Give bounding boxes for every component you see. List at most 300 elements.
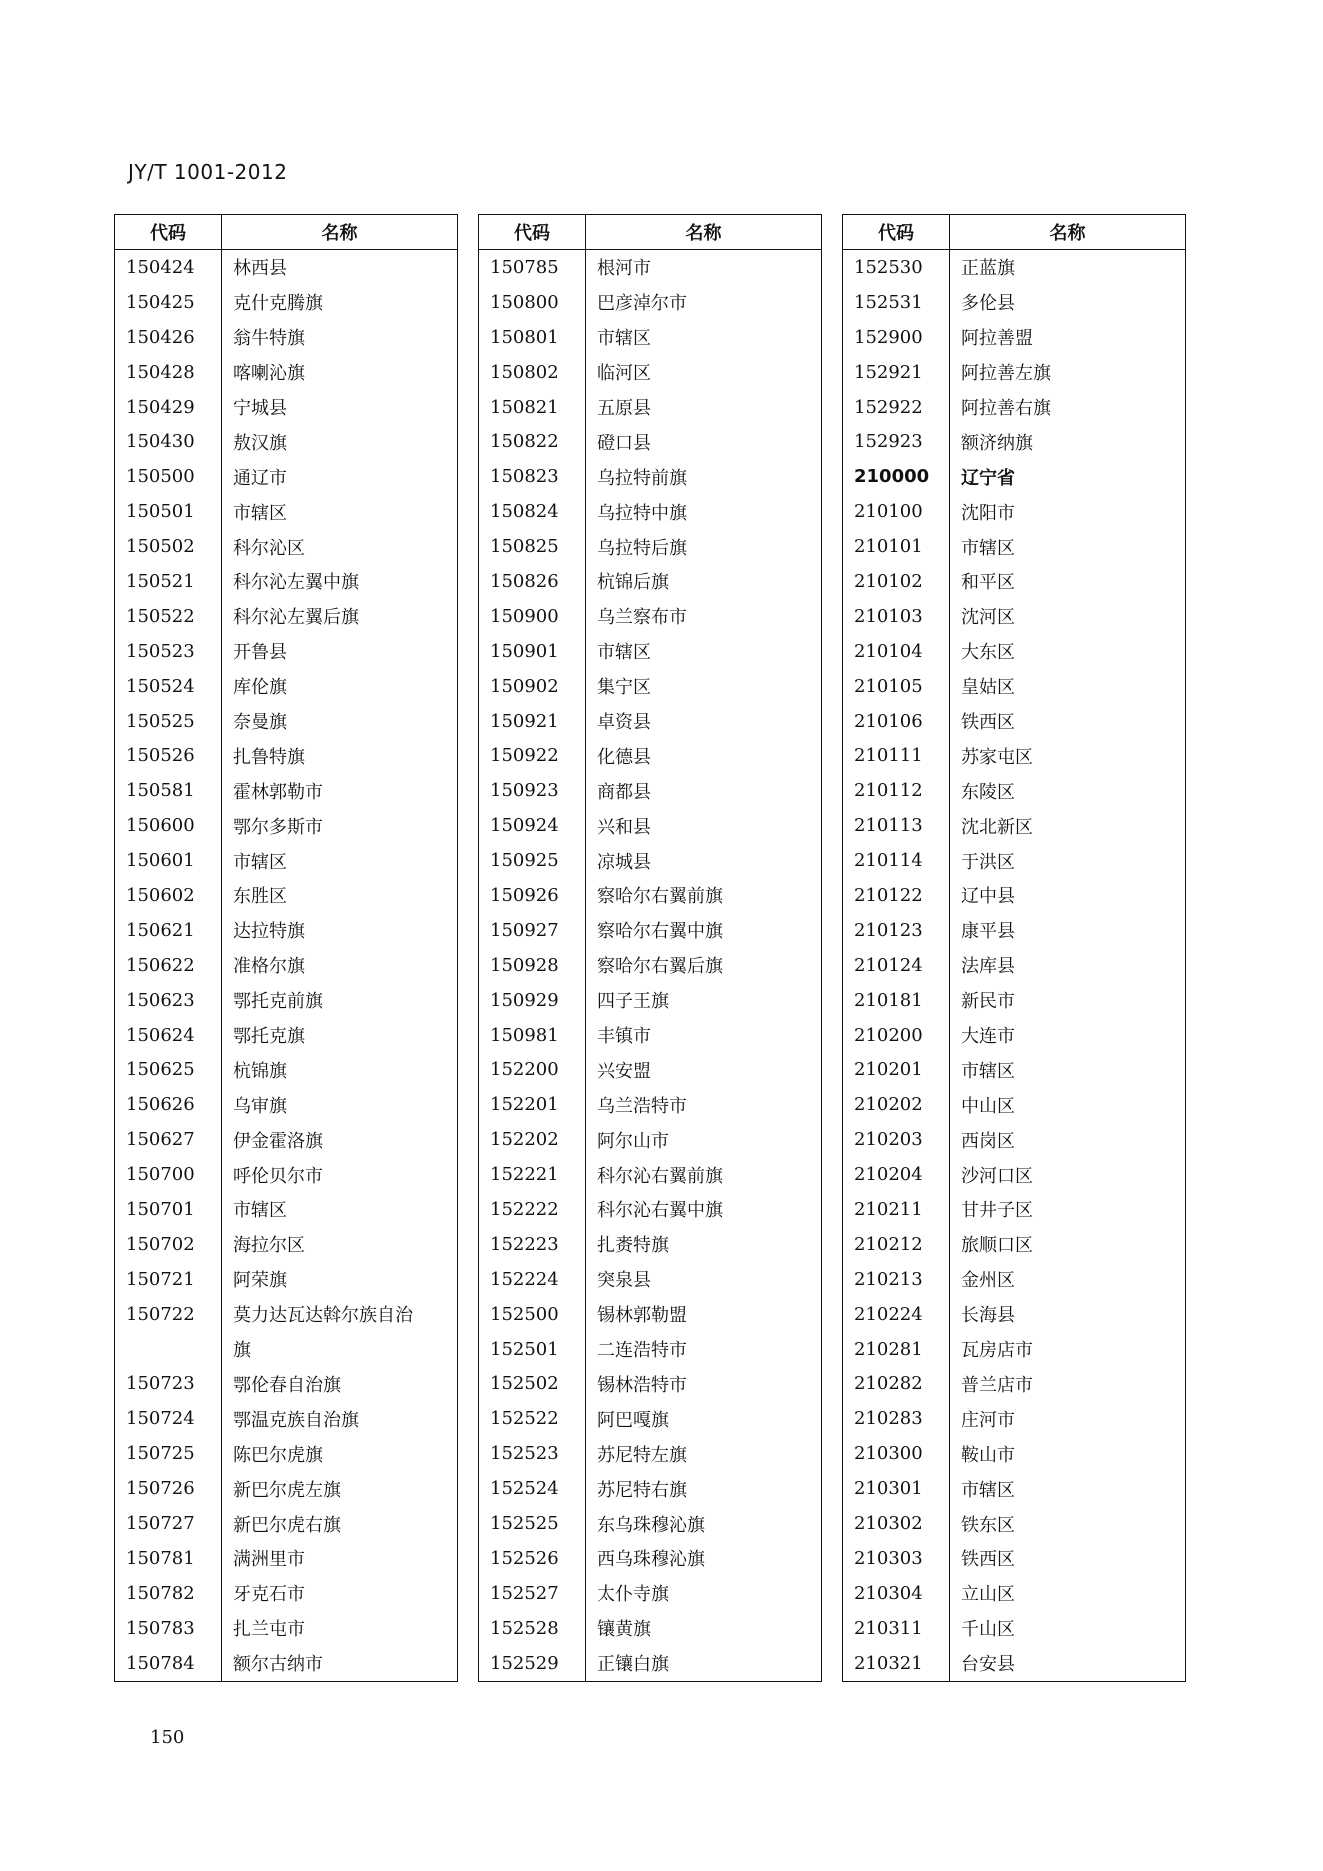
table-header-row: [479, 215, 822, 250]
name-cell: 额尔古纳市: [222, 1646, 458, 1681]
table-row: [479, 564, 822, 599]
code-cell: 150925: [479, 843, 586, 878]
name-cell: 阿巴嘎旗: [586, 1401, 822, 1436]
column-header-code: 代码: [479, 215, 586, 250]
name-cell: 满洲里市: [222, 1541, 458, 1576]
name-cell: 陈巴尔虎旗: [222, 1436, 458, 1471]
table-row: [479, 599, 822, 634]
name-cell: 金州区: [950, 1262, 1186, 1297]
code-cell: 152201: [479, 1087, 586, 1122]
table-row: [843, 1297, 1186, 1332]
code-cell: 150722: [115, 1297, 222, 1332]
code-cell: 152222: [479, 1192, 586, 1227]
code-cell: 152923: [843, 424, 950, 459]
code-cell: 210304: [843, 1576, 950, 1611]
name-cell: 镶黄旗: [586, 1611, 822, 1646]
table-row: [479, 1157, 822, 1192]
table-row: [479, 1297, 822, 1332]
code-cell: 150526: [115, 738, 222, 773]
table-row: [115, 913, 458, 948]
code-cell: 210224: [843, 1297, 950, 1332]
table-row: [115, 1262, 458, 1297]
table-row: [479, 808, 822, 843]
name-cell: 正蓝旗: [950, 250, 1186, 285]
name-cell: 乌兰察布市: [586, 599, 822, 634]
code-cell: 150581: [115, 773, 222, 808]
table-row: [479, 669, 822, 704]
table-row: [479, 424, 822, 459]
name-cell: 鄂温克族自治旗: [222, 1401, 458, 1436]
table-row: [843, 948, 1186, 983]
table-row: [115, 1471, 458, 1506]
name-cell: 和平区: [950, 564, 1186, 599]
table-row: [479, 459, 822, 494]
table-row: [479, 843, 822, 878]
table-row: [843, 669, 1186, 704]
document-header: JY/T 1001-2012: [128, 160, 288, 184]
table-row: [115, 285, 458, 320]
name-cell: 达拉特旗: [222, 913, 458, 948]
name-cell: 铁东区: [950, 1506, 1186, 1541]
table-row: [843, 1401, 1186, 1436]
table-row: [115, 1646, 458, 1681]
code-cell: 150721: [115, 1262, 222, 1297]
table-row: [479, 983, 822, 1018]
code-cell: 210203: [843, 1122, 950, 1157]
table-row: [479, 1367, 822, 1402]
code-cell: 152922: [843, 390, 950, 425]
table-row: [115, 564, 458, 599]
code-cell: 150502: [115, 529, 222, 564]
code-cell: 150928: [479, 948, 586, 983]
table-body: [115, 250, 458, 1682]
code-cell: 152500: [479, 1297, 586, 1332]
code-cell: 210303: [843, 1541, 950, 1576]
table-row: [115, 355, 458, 390]
table-row: [843, 1157, 1186, 1192]
column-header-code: 代码: [115, 215, 222, 250]
table-row: [843, 285, 1186, 320]
table-row: [843, 494, 1186, 529]
table-row: [115, 494, 458, 529]
table-row: [115, 1541, 458, 1576]
table-row: [843, 913, 1186, 948]
name-cell: 市辖区: [586, 634, 822, 669]
code-cell: 210105: [843, 669, 950, 704]
code-cell: 152524: [479, 1471, 586, 1506]
name-cell: 苏尼特左旗: [586, 1436, 822, 1471]
table-row: [479, 1227, 822, 1262]
name-cell: 集宁区: [586, 669, 822, 704]
code-cell: 150521: [115, 564, 222, 599]
code-cell: 150822: [479, 424, 586, 459]
table-row: [479, 355, 822, 390]
code-cell: 150802: [479, 355, 586, 390]
table-row: [115, 1087, 458, 1122]
table-row: [115, 424, 458, 459]
code-cell: 150929: [479, 983, 586, 1018]
table-row: [843, 1227, 1186, 1262]
name-cell: 西岗区: [950, 1122, 1186, 1157]
table-row: [843, 773, 1186, 808]
code-table-2: [478, 214, 822, 1682]
table-row: [115, 1018, 458, 1053]
table-row: [115, 738, 458, 773]
name-cell: 市辖区: [950, 529, 1186, 564]
table-row: [843, 459, 1186, 494]
code-cell: 150625: [115, 1052, 222, 1087]
code-cell: 150727: [115, 1506, 222, 1541]
table-row: [843, 1087, 1186, 1122]
name-cell: 科尔沁右翼中旗: [586, 1192, 822, 1227]
table-header-row: [843, 215, 1186, 250]
code-cell: 152525: [479, 1506, 586, 1541]
column-header-code: 代码: [843, 215, 950, 250]
name-cell: 乌拉特后旗: [586, 529, 822, 564]
name-cell: 鄂托克前旗: [222, 983, 458, 1018]
code-cell: 150902: [479, 669, 586, 704]
name-cell: 克什克腾旗: [222, 285, 458, 320]
column-header-name: 名称: [950, 215, 1186, 250]
name-cell: 法库县: [950, 948, 1186, 983]
name-cell: 旅顺口区: [950, 1227, 1186, 1262]
code-cell: 150524: [115, 669, 222, 704]
table-row: [843, 564, 1186, 599]
table-row: [479, 1332, 822, 1367]
name-cell: 东陵区: [950, 773, 1186, 808]
code-cell: 152501: [479, 1332, 586, 1367]
table-row: [115, 1367, 458, 1402]
table-row: [115, 773, 458, 808]
table-row: [479, 878, 822, 913]
code-cell: 150821: [479, 390, 586, 425]
code-cell: 210200: [843, 1018, 950, 1053]
table-row: [843, 1576, 1186, 1611]
table-row: [843, 250, 1186, 285]
name-cell: 牙克石市: [222, 1576, 458, 1611]
code-cell: 152522: [479, 1401, 586, 1436]
table-row: [479, 390, 822, 425]
table-header-row: [115, 215, 458, 250]
code-cell: 210111: [843, 738, 950, 773]
code-cell: 210282: [843, 1367, 950, 1402]
name-cell: 市辖区: [222, 494, 458, 529]
name-cell: 科尔沁左翼中旗: [222, 564, 458, 599]
name-cell: 锡林郭勒盟: [586, 1297, 822, 1332]
table-row: [479, 1541, 822, 1576]
table-row: [479, 773, 822, 808]
name-cell: 新民市: [950, 983, 1186, 1018]
table-row: [479, 320, 822, 355]
name-cell: 中山区: [950, 1087, 1186, 1122]
table-row: [843, 1018, 1186, 1053]
name-cell: 苏家屯区: [950, 738, 1186, 773]
name-cell: 准格尔旗: [222, 948, 458, 983]
name-cell: 辽中县: [950, 878, 1186, 913]
table-row: [115, 529, 458, 564]
name-cell: 根河市: [586, 250, 822, 285]
name-cell: 二连浩特市: [586, 1332, 822, 1367]
table-row: [115, 1332, 458, 1367]
code-cell: 210213: [843, 1262, 950, 1297]
code-cell: 150723: [115, 1367, 222, 1402]
table-row: [115, 390, 458, 425]
table-row: [843, 738, 1186, 773]
code-cell: 152921: [843, 355, 950, 390]
code-cell: 150725: [115, 1436, 222, 1471]
table-row: [843, 424, 1186, 459]
table-row: [479, 1646, 822, 1681]
table-row: [479, 1087, 822, 1122]
table-row: [115, 634, 458, 669]
name-cell: 伊金霍洛旗: [222, 1122, 458, 1157]
name-cell: 科尔沁左翼后旗: [222, 599, 458, 634]
code-cell: 150724: [115, 1401, 222, 1436]
code-cell: 152900: [843, 320, 950, 355]
code-cell: 150823: [479, 459, 586, 494]
code-cell: 210103: [843, 599, 950, 634]
name-cell: 庄河市: [950, 1401, 1186, 1436]
name-cell: 丰镇市: [586, 1018, 822, 1053]
table-row: [843, 1506, 1186, 1541]
table-row: [115, 1122, 458, 1157]
table-row: [115, 1611, 458, 1646]
table-row: [479, 494, 822, 529]
name-cell: 大东区: [950, 634, 1186, 669]
name-cell: 商都县: [586, 773, 822, 808]
name-cell: 扎鲁特旗: [222, 738, 458, 773]
name-cell: 敖汉旗: [222, 424, 458, 459]
code-cell: 152202: [479, 1122, 586, 1157]
table-row: [843, 878, 1186, 913]
code-cell: 152527: [479, 1576, 586, 1611]
code-cell: 150626: [115, 1087, 222, 1122]
code-cell: 150922: [479, 738, 586, 773]
table-row: [843, 704, 1186, 739]
table-row: [115, 704, 458, 739]
code-cell: 150924: [479, 808, 586, 843]
code-cell: 210114: [843, 843, 950, 878]
table-row: [479, 1052, 822, 1087]
code-cell: 210281: [843, 1332, 950, 1367]
table-row: [479, 250, 822, 285]
code-cell: 152529: [479, 1646, 586, 1681]
name-cell: 凉城县: [586, 843, 822, 878]
name-cell: 阿拉善左旗: [950, 355, 1186, 390]
table-row: [843, 1646, 1186, 1681]
name-cell: 铁西区: [950, 704, 1186, 739]
table-row: [115, 808, 458, 843]
code-cell: 150624: [115, 1018, 222, 1053]
code-cell: 152531: [843, 285, 950, 320]
code-cell: 150784: [115, 1646, 222, 1681]
name-cell: 沈河区: [950, 599, 1186, 634]
table-row: [115, 250, 458, 285]
code-cell: 150525: [115, 704, 222, 739]
code-cell: 150824: [479, 494, 586, 529]
code-cell: 150701: [115, 1192, 222, 1227]
code-cell: 210311: [843, 1611, 950, 1646]
code-cell: 210000: [843, 459, 950, 494]
name-cell: 扎赉特旗: [586, 1227, 822, 1262]
name-cell: 磴口县: [586, 424, 822, 459]
code-cell: 150981: [479, 1018, 586, 1053]
name-cell: 巴彦淖尔市: [586, 285, 822, 320]
code-cell: 210211: [843, 1192, 950, 1227]
code-cell: 150622: [115, 948, 222, 983]
name-cell: 开鲁县: [222, 634, 458, 669]
table-row: [115, 459, 458, 494]
name-cell: 西乌珠穆沁旗: [586, 1541, 822, 1576]
code-cell: 150783: [115, 1611, 222, 1646]
name-cell: 喀喇沁旗: [222, 355, 458, 390]
table-row: [479, 704, 822, 739]
name-cell: 正镶白旗: [586, 1646, 822, 1681]
code-cell: 152526: [479, 1541, 586, 1576]
name-cell: 兴和县: [586, 808, 822, 843]
code-cell: 150800: [479, 285, 586, 320]
code-cell: 152523: [479, 1436, 586, 1471]
code-cell: 150600: [115, 808, 222, 843]
code-cell: 150782: [115, 1576, 222, 1611]
table-row: [479, 1401, 822, 1436]
table-row: [843, 1541, 1186, 1576]
code-cell: 210122: [843, 878, 950, 913]
code-cell: 150424: [115, 250, 222, 285]
table-row: [115, 599, 458, 634]
name-cell: 库伦旗: [222, 669, 458, 704]
code-table-3: [842, 214, 1186, 1682]
name-cell: 沈北新区: [950, 808, 1186, 843]
table-row: [479, 948, 822, 983]
name-cell: 市辖区: [950, 1052, 1186, 1087]
code-cell: 152502: [479, 1367, 586, 1402]
code-cell: 150430: [115, 424, 222, 459]
name-cell: 乌审旗: [222, 1087, 458, 1122]
name-cell: 额济纳旗: [950, 424, 1186, 459]
table-row: [479, 285, 822, 320]
code-cell: 150700: [115, 1157, 222, 1192]
table-row: [115, 843, 458, 878]
code-cell: 150601: [115, 843, 222, 878]
table-body: [843, 250, 1186, 1682]
name-cell: 杭锦旗: [222, 1052, 458, 1087]
code-cell: 210321: [843, 1646, 950, 1681]
code-cell: 210212: [843, 1227, 950, 1262]
name-cell: 乌拉特中旗: [586, 494, 822, 529]
code-cell: 210100: [843, 494, 950, 529]
table-row: [843, 529, 1186, 564]
table-row: [115, 1436, 458, 1471]
table-row: [479, 634, 822, 669]
table-row: [843, 1262, 1186, 1297]
name-cell: 沙河口区: [950, 1157, 1186, 1192]
name-cell: 瓦房店市: [950, 1332, 1186, 1367]
table-row: [843, 1122, 1186, 1157]
name-cell: 东乌珠穆沁旗: [586, 1506, 822, 1541]
code-cell: 210124: [843, 948, 950, 983]
table-row: [479, 1192, 822, 1227]
code-cell: 210181: [843, 983, 950, 1018]
code-cell: 150921: [479, 704, 586, 739]
code-cell: 150500: [115, 459, 222, 494]
table-row: [115, 669, 458, 704]
code-cell: 210123: [843, 913, 950, 948]
code-cell: 150501: [115, 494, 222, 529]
table-row: [115, 1157, 458, 1192]
code-cell: 152224: [479, 1262, 586, 1297]
code-table-1: [114, 214, 458, 1682]
column-header-name: 名称: [586, 215, 822, 250]
code-cell: 150429: [115, 390, 222, 425]
code-cell: 150428: [115, 355, 222, 390]
name-cell: 乌兰浩特市: [586, 1087, 822, 1122]
code-cell: 210300: [843, 1436, 950, 1471]
table-row: [479, 1471, 822, 1506]
table-row: [843, 355, 1186, 390]
name-cell: 锡林浩特市: [586, 1367, 822, 1402]
name-cell: 多伦县: [950, 285, 1186, 320]
name-cell: 阿拉善右旗: [950, 390, 1186, 425]
table-body: [479, 250, 822, 1682]
code-cell: 150602: [115, 878, 222, 913]
table-row: [479, 1611, 822, 1646]
name-cell: 阿拉善盟: [950, 320, 1186, 355]
name-cell: 杭锦后旗: [586, 564, 822, 599]
table-row: [115, 1052, 458, 1087]
name-cell: 莫力达瓦达斡尔族自治: [222, 1297, 458, 1332]
name-cell: 鄂伦春自治旗: [222, 1367, 458, 1402]
name-cell: 于洪区: [950, 843, 1186, 878]
name-cell: 科尔沁区: [222, 529, 458, 564]
table-row: [115, 1506, 458, 1541]
name-cell: 化德县: [586, 738, 822, 773]
code-cell: 150926: [479, 878, 586, 913]
code-cell: 152221: [479, 1157, 586, 1192]
table-row: [843, 808, 1186, 843]
name-cell: 铁西区: [950, 1541, 1186, 1576]
name-cell: 东胜区: [222, 878, 458, 913]
table-row: [479, 529, 822, 564]
table-row: [479, 1122, 822, 1157]
code-cell: 210204: [843, 1157, 950, 1192]
table-row: [115, 1576, 458, 1611]
code-cell: 150726: [115, 1471, 222, 1506]
name-cell: 察哈尔右翼后旗: [586, 948, 822, 983]
name-cell: 察哈尔右翼中旗: [586, 913, 822, 948]
code-cell: 210102: [843, 564, 950, 599]
code-cell: 150623: [115, 983, 222, 1018]
code-cell: 210113: [843, 808, 950, 843]
code-cell: 210201: [843, 1052, 950, 1087]
name-cell: 市辖区: [586, 320, 822, 355]
table-row: [115, 878, 458, 913]
table-row: [843, 983, 1186, 1018]
name-cell: 林西县: [222, 250, 458, 285]
code-cell: 150522: [115, 599, 222, 634]
name-cell: 扎兰屯市: [222, 1611, 458, 1646]
name-cell: 奈曼旗: [222, 704, 458, 739]
table-row: [843, 390, 1186, 425]
table-row: [115, 948, 458, 983]
table-row: [479, 1506, 822, 1541]
code-cell: 210301: [843, 1471, 950, 1506]
code-cell: 150426: [115, 320, 222, 355]
name-cell: 阿尔山市: [586, 1122, 822, 1157]
name-cell: 鞍山市: [950, 1436, 1186, 1471]
name-cell: 临河区: [586, 355, 822, 390]
name-cell: 市辖区: [950, 1471, 1186, 1506]
